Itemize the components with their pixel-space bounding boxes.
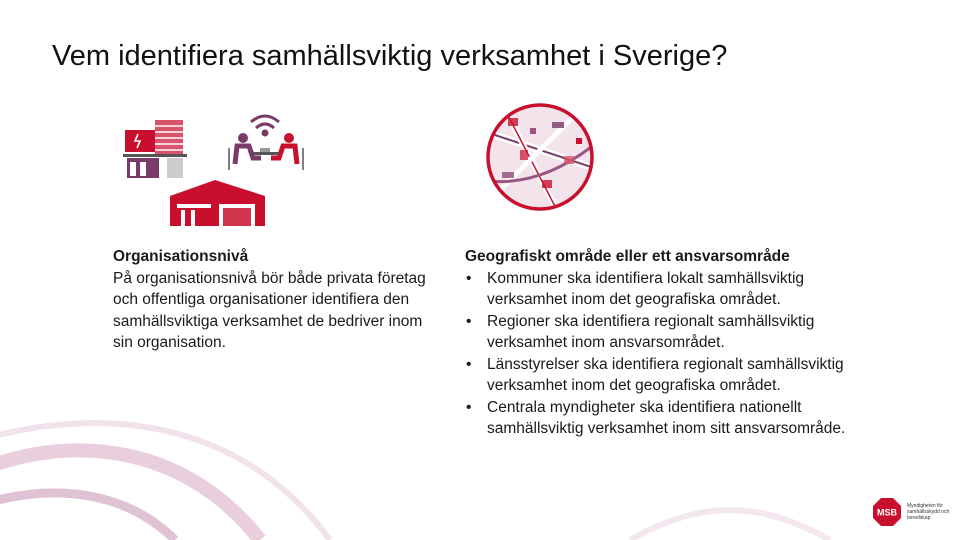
list-item: • Länsstyrelser ska identifiera regionalt samhällsviktig verksamhet inom det geografiska området. xyxy=(466,355,844,394)
list-item: • Centrala myndigheter ska identifiera nationellt samhällsviktig verksamhet inom sitt ansvarsområde. xyxy=(466,398,846,437)
section-heading: Geografiskt område eller ett ansvarsområde xyxy=(465,248,790,265)
organisation-level-section xyxy=(113,246,433,354)
msb-logo-mark-icon xyxy=(872,497,902,527)
msb-logo xyxy=(872,497,951,527)
bullet-icon: • xyxy=(466,312,472,330)
list-item: • Kommuner ska identifiera lokalt samhällsviktig verksamhet inom det geografiska området. xyxy=(466,269,805,308)
factory-icon xyxy=(123,120,187,178)
section-body: På organisationsnivå bör både privata företag och offentliga organisationer identifiera den samhällsviktiga verksamhet de bedriver inom sin organisation. xyxy=(113,269,426,351)
organisation-icons xyxy=(115,108,315,228)
responsibility-list xyxy=(465,268,885,440)
section-heading: Organisationsnivå xyxy=(113,248,249,265)
bullet-icon: • xyxy=(466,398,472,416)
svg-text:MSB: MSB xyxy=(877,507,897,518)
warehouse-icon xyxy=(170,180,265,226)
bullet-icon: • xyxy=(466,355,472,373)
list-item: • Regioner ska identifiera regionalt samhällsviktig verksamhet inom ansvarsområdet. xyxy=(466,312,815,351)
people-meeting-icon xyxy=(229,133,303,170)
wifi-icon xyxy=(251,116,279,135)
map-circle-icon xyxy=(480,100,600,216)
geographic-area-section xyxy=(465,246,885,440)
bullet-icon: • xyxy=(466,269,472,287)
logo-text: Myndigheten för samhällsskydd och beredskap xyxy=(907,503,950,521)
page-title: Vem identifiera samhällsviktig verksamhet i Sverige? xyxy=(52,40,728,72)
